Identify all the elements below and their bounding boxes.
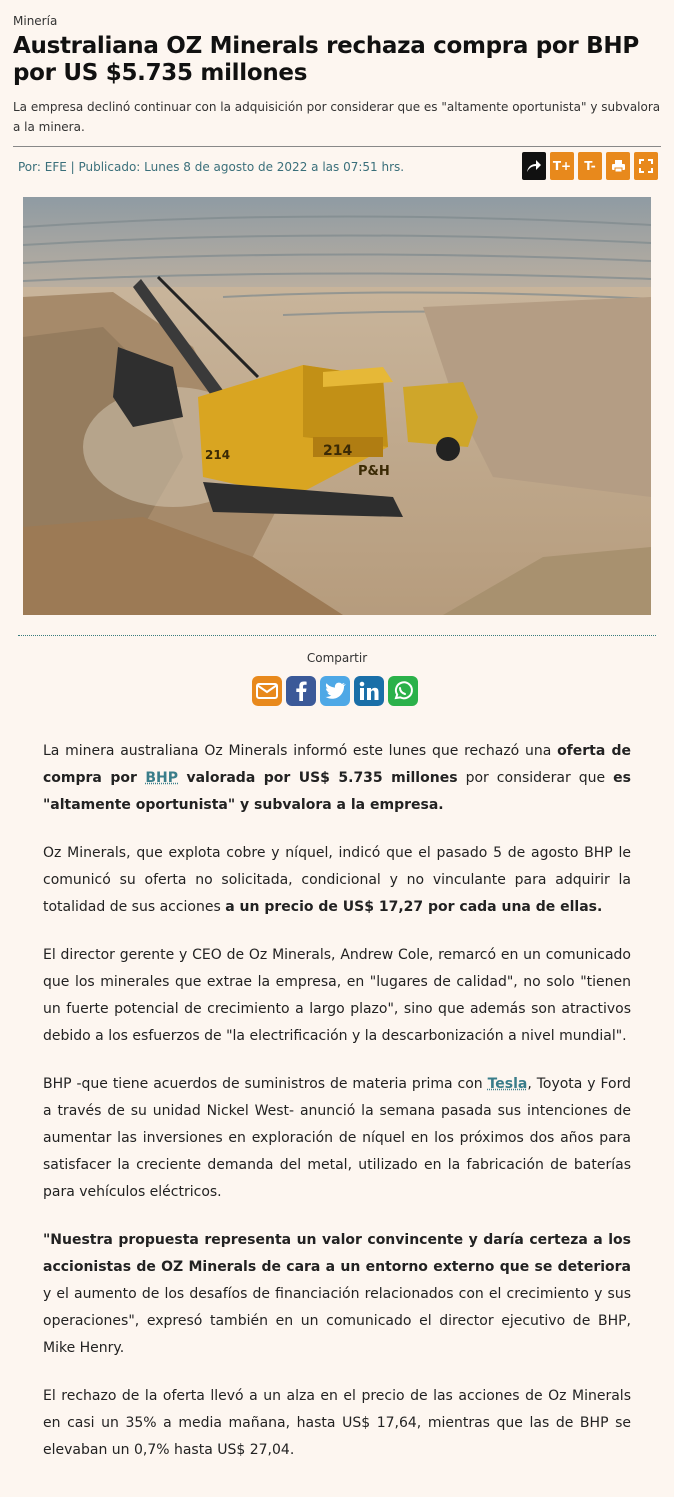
paragraph-4: BHP -que tiene acuerdos de suministros de materia prima con Tesla, Toyota y Ford a través de su unidad Nickel West- anunció la semana pasada sus intenciones de aumentar las inversiones en exploración de níquel en los próximos dos años para satisfacer la creciente demanda del metal, utilizado en la fabricación de baterías para vehículos eléctricos. (43, 1076, 631, 1200)
share-label: Compartir (306, 651, 368, 665)
paragraph-5: "Nuestra propuesta representa un valor convincente y daría certeza a los accionistas de OZ Minerals de cara a un entorno externo que se deteriora y el aumento de los desafíos de financiación relacionados con el crecimiento y sus operaciones", expresó también en un comunicado el director ejecutivo de BHP, Mike Henry. (43, 1232, 631, 1356)
share-twitter-button[interactable] (320, 676, 350, 706)
divider (13, 146, 661, 147)
email-icon (256, 683, 278, 699)
linkedin-icon (359, 681, 379, 701)
share-buttons (252, 676, 418, 706)
fullscreen-icon (639, 159, 653, 173)
whatsapp-icon (392, 680, 414, 702)
share-linkedin-button[interactable] (354, 676, 384, 706)
paragraph-2: Oz Minerals, que explota cobre y níquel, indicó que el pasado 5 de agosto BHP le comunicó su oferta no solicitada, condicional y no vinculante para adquirir la totalidad de sus acciones a un precio de US$ 17,27 por cada una de ellas. (43, 845, 631, 915)
twitter-icon (324, 682, 346, 700)
article-photo (23, 197, 651, 615)
section-label[interactable]: Minería (13, 14, 58, 28)
print-button[interactable] (606, 152, 630, 180)
share-whatsapp-button[interactable] (388, 676, 418, 706)
paragraph-6: El rechazo de la oferta llevó a un alza en el precio de las acciones de Oz Minerals en casi un 35% a media mañana, hasta US$ 17,64, mientras que las de BHP se elevaban un 0,7% hasta US$ 27,04. (43, 1388, 631, 1458)
tesla-link[interactable]: Tesla (487, 1076, 528, 1092)
mining-shovel-illustration (23, 197, 651, 615)
font-decrease-button[interactable]: T- (578, 152, 602, 180)
share-arrow-button[interactable] (522, 152, 546, 180)
svg-text:214: 214 (205, 448, 231, 462)
font-increase-button[interactable]: T+ (550, 152, 574, 180)
paragraph-3: El director gerente y CEO de Oz Minerals, Andrew Cole, remarcó en un comunicado que los minerales que extrae la empresa, en "lugares de calidad", no solo "tienen un fuerte potencial de crecimiento a largo plazo", sino que además son atractivos debido a los esfuerzos de "la electrificación y la descarbonización a nivel mundial". (43, 947, 631, 1044)
article-body (43, 738, 631, 1485)
article-title: Australiana OZ Minerals rechaza compra por BHP por US $5.735 millones (13, 33, 639, 86)
paragraph-1: La minera australiana Oz Minerals informó este lunes que rechazó una oferta de compra por BHP valorada por US$ 5.735 millones por considerar que es "altamente oportunista" y subvalora a la empresa. (43, 743, 632, 813)
share-facebook-button[interactable] (286, 676, 316, 706)
share-divider (18, 635, 656, 636)
bhp-link[interactable]: BHP (145, 770, 178, 786)
facebook-icon (295, 681, 307, 701)
article-lead: La empresa declinó continuar con la adquisición por considerar que es "altamente oportunista" y subvalora a la minera. (13, 100, 661, 134)
fullscreen-button[interactable] (634, 152, 658, 180)
article-toolbar (522, 152, 658, 180)
print-icon (611, 159, 626, 173)
share-email-button[interactable] (252, 676, 282, 706)
share-arrow-icon (526, 159, 542, 173)
svg-text:P&H: P&H (358, 464, 390, 479)
svg-text:214: 214 (323, 443, 353, 459)
byline: Por: EFE | Publicado: Lunes 8 de agosto de 2022 a las 07:51 hrs. (18, 160, 405, 174)
